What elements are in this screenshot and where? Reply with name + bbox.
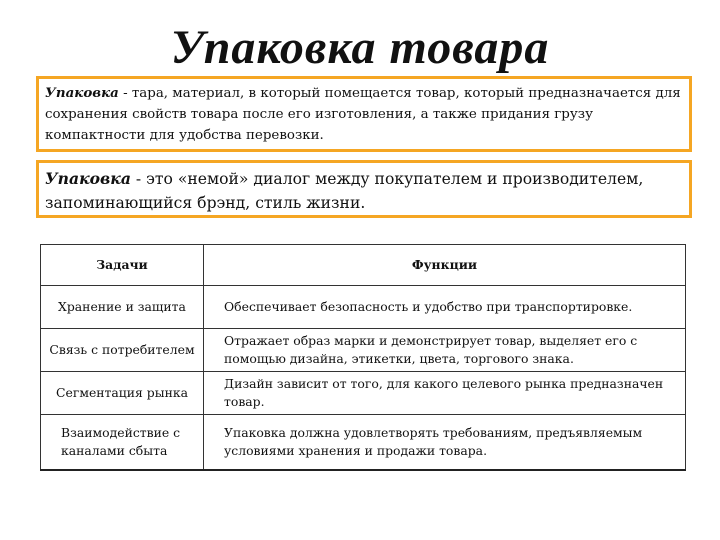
header-functions: Функции	[204, 245, 686, 286]
definition-1-term: Упаковка	[45, 85, 119, 101]
definition-1-text: - тара, материал, в который помещается товар, который предназначается для сохранения свойств товара после его изготовления, а также придания грузу компактности для удобства перевозки.	[45, 86, 681, 143]
header-tasks: Задачи	[41, 245, 204, 286]
table-row	[41, 329, 686, 372]
table-header-row	[41, 245, 686, 286]
tasks-functions-table	[40, 244, 686, 471]
table-row	[41, 372, 686, 415]
function-cell: Упаковка должна удовлетворять требованиям, предъявляемым условиями хранения и продажи товара.	[204, 415, 686, 471]
task-cell: Сегментация рынка	[41, 372, 204, 415]
definition-2-term: Упаковка	[45, 169, 131, 188]
definition-box-1	[36, 76, 692, 152]
task-cell: Взаимодействие с каналами сбыта	[41, 415, 204, 471]
definition-2-text: - это «немой» диалог между покупателем и производителем, запоминающийся брэнд, стиль жизни.	[45, 170, 644, 212]
definition-box-2	[36, 160, 692, 218]
function-cell: Обеспечивает безопасность и удобство при транспортировке.	[204, 286, 686, 329]
page-title: Упаковка товара	[170, 21, 550, 74]
table-row	[41, 415, 686, 471]
function-cell: Дизайн зависит от того, для какого целевого рынка предназначен товар.	[204, 372, 686, 415]
task-cell: Связь с потребителем	[41, 329, 204, 372]
task-cell: Хранение и защита	[41, 286, 204, 329]
table-row	[41, 286, 686, 329]
function-cell: Отражает образ марки и демонстрирует товар, выделяет его с помощью дизайна, этикетки, цвета, торгового знака.	[204, 329, 686, 372]
